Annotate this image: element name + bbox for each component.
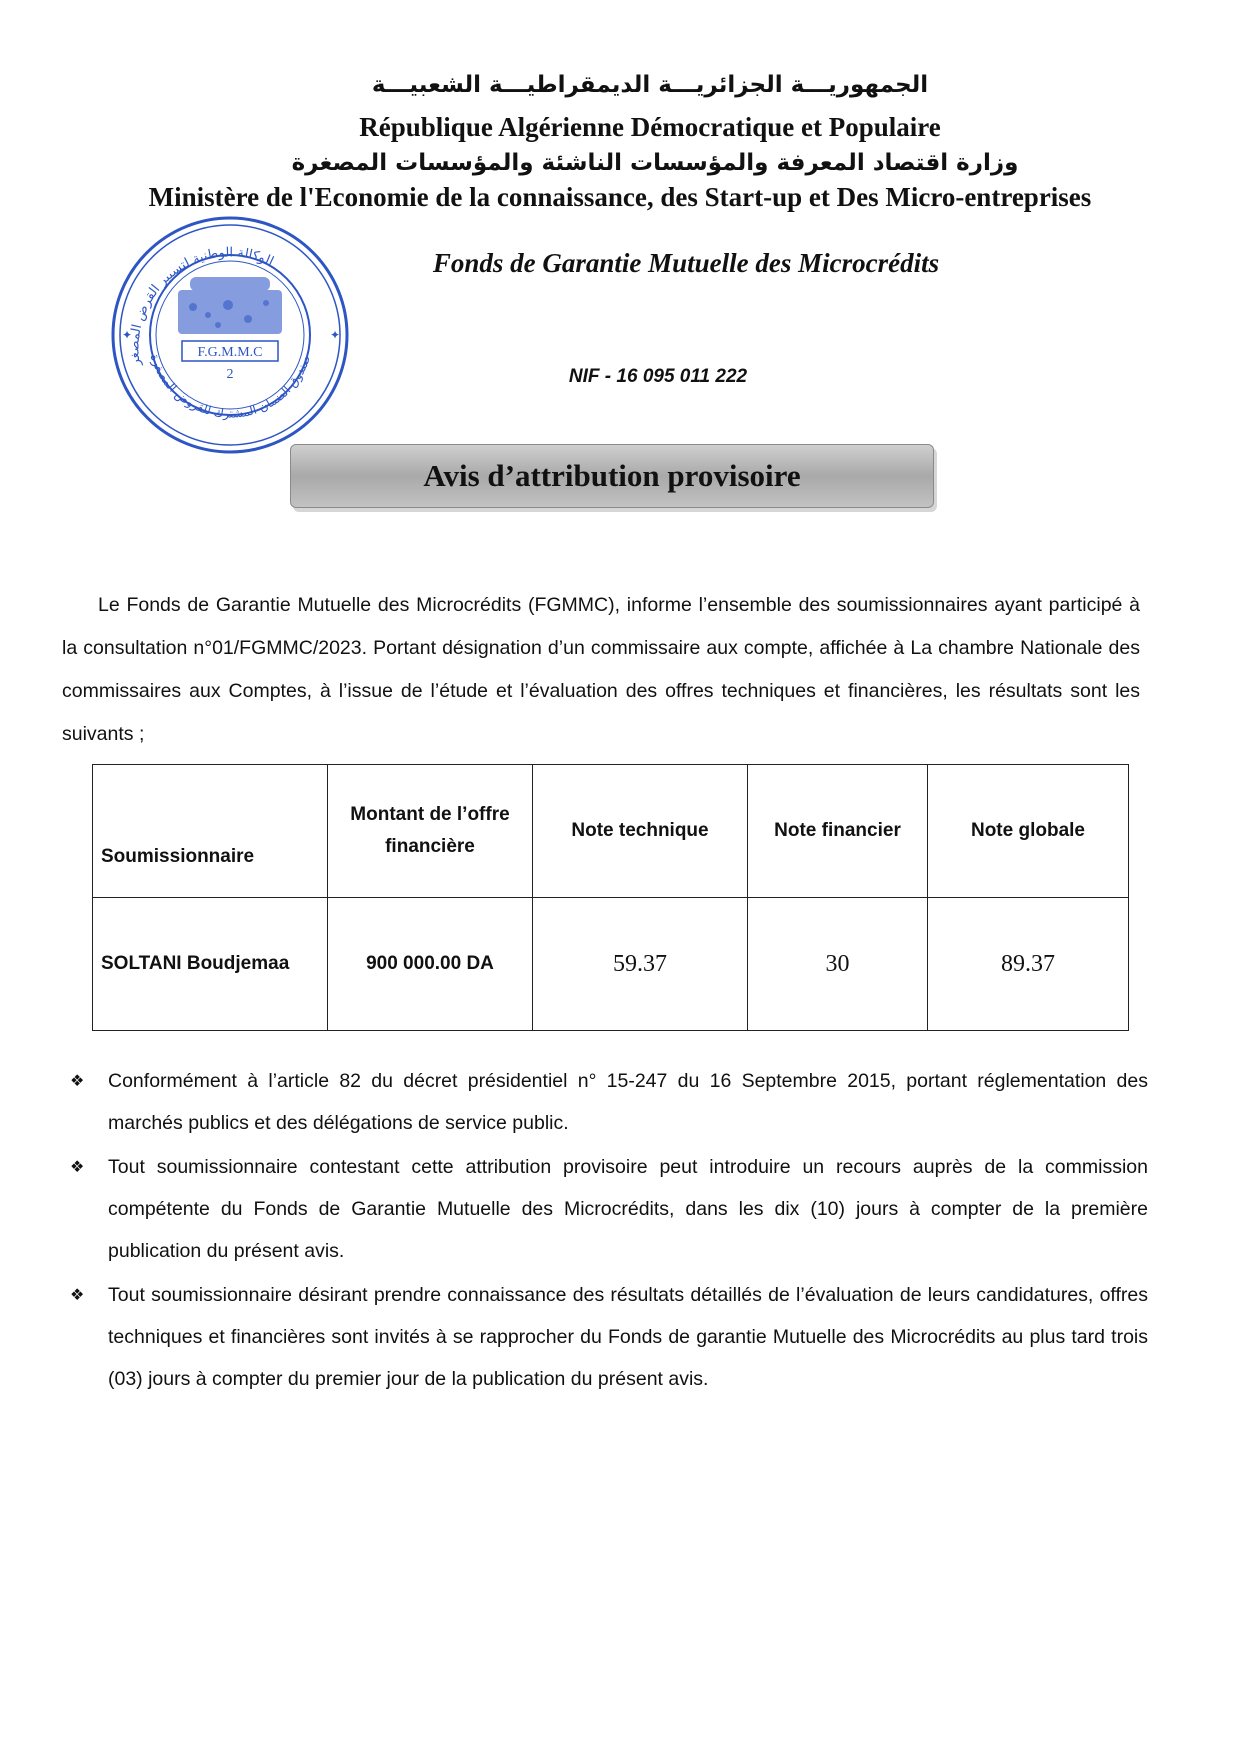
bullet-list bbox=[70, 1060, 1148, 1400]
list-item bbox=[70, 1146, 1148, 1272]
bullet-text: Tout soumissionnaire désirant prendre connaissance des résultats détaillés de l’évaluation de leurs candidatures, offres techniques et financières sont invités à se rapprocher du Fonds de garantie Mutuelle des Microcrédits au plus tard trois (03) jours à compter du premier jour de la publication du présent avis. bbox=[108, 1284, 1148, 1390]
nif-number: NIF - 16 095 011 222 bbox=[568, 366, 748, 387]
stamp-number: 2 bbox=[226, 367, 234, 382]
cell-note-technique: 59.37 bbox=[533, 898, 748, 1031]
republic-heading: République Algérienne Démocratique et Populaire bbox=[359, 112, 941, 142]
svg-text:✦: ✦ bbox=[330, 328, 341, 342]
intro-paragraph: Le Fonds de Garantie Mutuelle des Microcrédits (FGMMC), informe l’ensemble des soumissionnaires ayant participé à la consultation n°01/FGMMC/2023. Portant désignation d’un commissaire aux compte, affichée à La chambre Nationale des commissaires aux Comptes, à l’issue de l’étude et l’évaluation des offres techniques et financières, les résultats sont les suivants ; bbox=[62, 593, 1140, 745]
arabic-republic-heading: الجمهوريـــة الجزائريـــة الديمقراطيـــة الشعبيـــة bbox=[371, 72, 929, 98]
list-item bbox=[70, 1060, 1148, 1144]
bullet-text: Tout soumissionnaire contestant cette attribution provisoire peut introduire un recours auprès de la commission compétente du Fonds de Garantie Mutuelle des Microcrédits, dans les dix (10) jours à compter de la première publication du présent avis. bbox=[108, 1156, 1148, 1262]
arabic-ministry-heading: وزارة اقتصاد المعرفة والمؤسسات الناشئة والمؤسسات المصغرة bbox=[291, 150, 1019, 176]
cell-montant: 900 000.00 DA bbox=[328, 898, 533, 1031]
diamond-bullet-icon: ❖ bbox=[70, 1071, 85, 1090]
ministry-heading: Ministère de l'Economie de la connaissance, des Start-up et Des Micro-entreprises bbox=[148, 182, 1092, 212]
col-note-technique: Note technique bbox=[533, 765, 748, 898]
bullet-text: Conformément à l’article 82 du décret présidentiel n° 15-247 du 16 Septembre 2015, portant réglementation des marchés publics et des délégations de service public. bbox=[108, 1070, 1148, 1134]
stamp-text-top: الوكالة الوطنية لتسيير القرض المصغر bbox=[127, 245, 276, 367]
diamond-bullet-icon: ❖ bbox=[70, 1157, 85, 1176]
col-montant: Montant de l’offre financière bbox=[328, 765, 533, 898]
fonds-heading: Fonds de Garantie Mutuelle des Microcrédits bbox=[432, 248, 940, 278]
cell-note-financier: 30 bbox=[748, 898, 928, 1031]
cell-soumissionnaire: SOLTANI Boudjemaa bbox=[93, 898, 328, 1031]
col-soumissionnaire: Soumissionnaire bbox=[93, 765, 328, 898]
col-note-globale: Note globale bbox=[928, 765, 1129, 898]
official-stamp bbox=[108, 215, 353, 455]
results-table bbox=[92, 764, 1129, 1031]
stamp-code: F.G.M.M.C bbox=[197, 345, 263, 360]
svg-text:✦: ✦ bbox=[122, 328, 133, 342]
table-row bbox=[93, 898, 1129, 1031]
title-banner bbox=[290, 444, 934, 508]
list-item bbox=[70, 1274, 1148, 1400]
diamond-bullet-icon: ❖ bbox=[70, 1285, 85, 1304]
svg-text:صندوق الضمان المشترك للقروض ال bbox=[148, 352, 313, 421]
col-note-financier: Note financier bbox=[748, 765, 928, 898]
stamp-text-outer: صندوق الضمان المشترك للقروض المصغرة bbox=[147, 352, 314, 421]
document-title: Avis d’attribution provisoire bbox=[423, 458, 801, 493]
cell-note-globale: 89.37 bbox=[928, 898, 1129, 1031]
table-header-row bbox=[93, 765, 1129, 898]
